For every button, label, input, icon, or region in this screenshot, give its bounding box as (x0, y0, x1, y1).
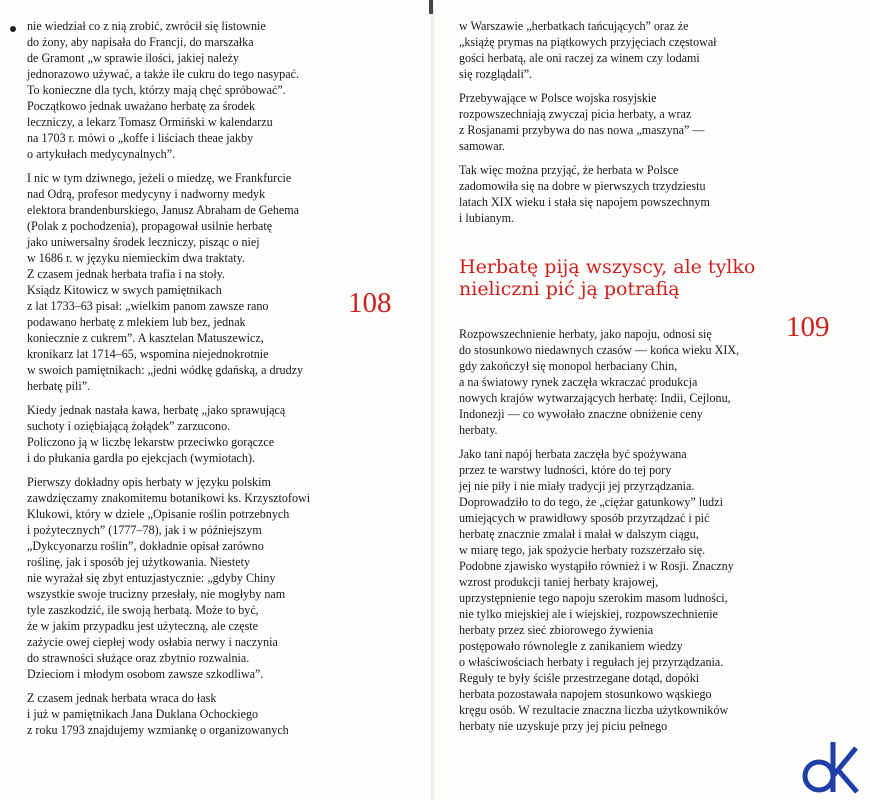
text-line: kronikarz lat 1714–65, wspomina niejednokrotnie (27, 347, 269, 361)
text-line: Reguły te były ściśle przestrzegane dotąd, dopóki (459, 671, 700, 685)
paragraph-gap (459, 438, 804, 446)
text-line: w 1686 r. w języku niemieckim dwa traktaty. (27, 251, 245, 265)
text-line: w swoich pamiętnikach: „jedni wódkę gdańską, a drudzy (27, 363, 304, 377)
page-number-left: 108 (348, 287, 392, 319)
text-line: wzrost produkcji taniej herbaty krajowej, (459, 575, 659, 589)
text-line: o właściwościach herbaty i regułach jej przyrządzania. (459, 655, 724, 669)
text-line: na 1703 r. mówi o „koffe i liściach theae jakby (27, 131, 254, 145)
text-line: nowych krajów wytwarzających herbatę: Indii, Cejlonu, (459, 391, 731, 405)
text-line: wszystkie swoje trucizny przesłały, nie mogłyby nam (27, 587, 286, 601)
text-line: w miarę tego, jak spożycie herbaty rozszerzało się. (459, 543, 706, 557)
text-line: nie tylko miejskiej ale i wiejskiej, rozpowszechnienie (459, 607, 718, 621)
text-line: Doprowadziło to do tego, że „ciężar gatunkowy” ludzi (459, 495, 723, 509)
chapter-heading (459, 256, 755, 300)
text-line: herbatę znacznie zmalał i malał w dalszym ciągu, (459, 527, 699, 541)
text-line: rozpowszechniają zwyczaj picia herbaty, a wraz (459, 107, 692, 121)
text-line: i pożytecznych” (1777–78), jak i w późniejszym (27, 523, 262, 537)
text-line: z roku 1793 znajdujemy wzmiankę o organizowanych (27, 723, 289, 737)
text-line: Rozpowszechnienie herbaty, jako napoju, odnosi się (459, 327, 712, 341)
right-page-top-text (459, 18, 789, 226)
text-line: koniecznie z cukrem”. A kasztelan Matuszewicz, (27, 331, 264, 345)
text-line: jako uniwersalny środek leczniczy, pisząc o niej (27, 235, 260, 249)
text-line: elektora brandenburskiego, Janusz Abraham de Gehema (27, 203, 300, 217)
text-line: de Gramont „w sprawie ilości, jakiej należy (27, 51, 239, 65)
text-line: herbata pozostawała napojem stosunkowo wąskiego (459, 687, 712, 701)
text-line: do stosunkowo niedawnych czasów — końca wieku XIX, (459, 343, 740, 357)
text-line: Początkowo jednak uważano herbatę za środek (27, 99, 256, 113)
text-line: nieliczni pić ją potrafią (459, 278, 680, 300)
text-line: (Polak z pochodzenia), propagował usilnie herbatę (27, 219, 273, 233)
text-line: Tak więc można przyjąć, że herbata w Polsce (459, 163, 679, 177)
text-line: Pierwszy dokładny opis herbaty w języku polskim (27, 475, 271, 489)
text-line: samowar. (459, 139, 506, 153)
text-line: tyle zaszkodzić, ile swoją herbatą. Może to być, (27, 603, 259, 617)
text-line: Klukowi, który w dziele „Opisanie roślin potrzebnych (27, 507, 290, 521)
text-line: gości herbatą, ale oni raczej za winem czy lodami (459, 51, 700, 65)
paragraph-gap (459, 154, 789, 162)
text-line: przez te warstwy ludności, które do tej pory (459, 463, 672, 477)
text-line: Podobne zjawisko wystąpiło również i w Rosji. Znaczny (459, 559, 734, 573)
text-line: Przebywające w Polsce wojska rosyjskie (459, 91, 657, 105)
paragraph-gap (27, 162, 387, 170)
text-line: gdy zakończył się monopol herbaciany Chin, (459, 359, 678, 373)
right-page-body-text (459, 326, 804, 734)
text-line: zawdzięczamy znakomitemu botanikowi ks. Krzysztofowi (27, 491, 311, 505)
page-dot (10, 26, 16, 32)
dk-logo-icon (800, 738, 860, 796)
text-line: Herbatę piją wszyscy, ale tylko (459, 256, 756, 278)
text-line: Z czasem jednak herbata trafia i na stoły. (27, 267, 225, 281)
text-line: uprzystępnienie tego napoju szerokim masom ludności, (459, 591, 728, 605)
text-line: jej nie piły i nie miały tradycji jej przyrządzania. (459, 479, 695, 493)
text-line: postępowało równolegle z zanikaniem wiedzy (459, 639, 683, 653)
text-line: Dzieciom i młodym osobom zawsze szkodliwa”. (27, 667, 264, 681)
left-page (0, 0, 432, 800)
text-line: kręgu osób. W rezultacie znaczna liczba użytkowników (459, 703, 729, 717)
text-line: w Warszawie „herbatkach tańcujących” oraz że (459, 19, 689, 33)
text-line: zadomowiła się na dobre w pierwszych trzydziestu (459, 179, 706, 193)
text-line: a na światowy rynek zaczęła wkraczać produkcja (459, 375, 698, 389)
text-line: Kiedy jednak nastała kawa, herbatę „jako sprawującą (27, 403, 286, 417)
text-line: do strawności służące oraz zbytnio rozwalnia. (27, 651, 250, 665)
text-line: i do płukania gardła po ejekcjach (wymiotach). (27, 451, 256, 465)
text-line: herbaty nie uzyskuje przy jej piciu pełnego (459, 719, 668, 733)
text-line: zażycie owej ciepłej wody osłabia nerwy i naczynia (27, 635, 278, 649)
text-line: „Dykcyonarzu roślin”, dokładnie opisał zarówno (27, 539, 264, 553)
text-line: „książę prymas na piątkowych przyjęciach częstował (459, 35, 717, 49)
text-line: umiejących w prawidłowy sposób przyrządzać i pić (459, 511, 710, 525)
text-line: z lat 1733–63 pisał: „wielkim panom zawsze rano (27, 299, 269, 313)
text-line: że w jakim przypadku jest użyteczną, ale częste (27, 619, 259, 633)
text-line: podawano herbatę z mlekiem lub bez, jednak (27, 315, 246, 329)
paragraph-gap (27, 682, 387, 690)
paragraph-gap (27, 466, 387, 474)
text-line: Ksiądz Kitowicz w swych pamiętnikach (27, 283, 222, 297)
text-line: jednorazowo używać, a także ile cukru do tego nasypać. (27, 67, 299, 81)
text-line: herbaty. (459, 423, 498, 437)
text-line: Policzono ją w liczbę lekarstw przeciwko gorączce (27, 435, 275, 449)
text-line: nad Odrą, profesor medycyny i nadworny medyk (27, 187, 266, 201)
text-line: Z czasem jednak herbata wraca do łask (27, 691, 217, 705)
left-page-text (27, 18, 387, 738)
text-line: leczniczy, a lekarz Tomasz Ormiński w kalendarzu (27, 115, 273, 129)
text-line: herbaty przez sieć zbiorowego żywienia (459, 623, 654, 637)
paragraph-gap (27, 394, 387, 402)
text-line: suchoty i oziębiającą żołądek” zarzucono. (27, 419, 231, 433)
text-line: i już w pamiętnikach Jana Duklana Ochockiego (27, 707, 259, 721)
text-line: latach XIX wieku i stała się napojem powszechnym (459, 195, 710, 209)
text-line: nie wyrażał się zbyt entuzjastycznie: „gdyby Chiny (27, 571, 276, 585)
text-line: herbatę pili”. (27, 379, 91, 393)
text-line: z Rosjanami przybywa do nas nowa „maszyna” — (459, 123, 705, 137)
text-line: nie wiedział co z nią zrobić, zwrócił się listownie (27, 19, 266, 33)
paragraph-gap (459, 82, 789, 90)
page-number-right: 109 (786, 311, 830, 343)
text-line: Jako tani napój herbata zaczęła być spożywana (459, 447, 687, 461)
text-line: Indonezji — co wywołało znaczne obniżenie ceny (459, 407, 703, 421)
text-line: To konieczne dla tych, którzy mają chęć spróbować”. (27, 83, 286, 97)
text-line: roślinę, jak i sposób jej użytkowania. Niestety (27, 555, 251, 569)
right-page (434, 0, 870, 800)
text-line: I nic w tym dziwnego, jeżeli o miedzę, we Frankfurcie (27, 171, 292, 185)
text-line: się rozglądali”. (459, 67, 533, 81)
text-line: i lubianym. (459, 211, 515, 225)
text-line: o artykułach medycynalnych”. (27, 147, 176, 161)
text-line: do żony, aby napisała do Francji, do marszałka (27, 35, 254, 49)
